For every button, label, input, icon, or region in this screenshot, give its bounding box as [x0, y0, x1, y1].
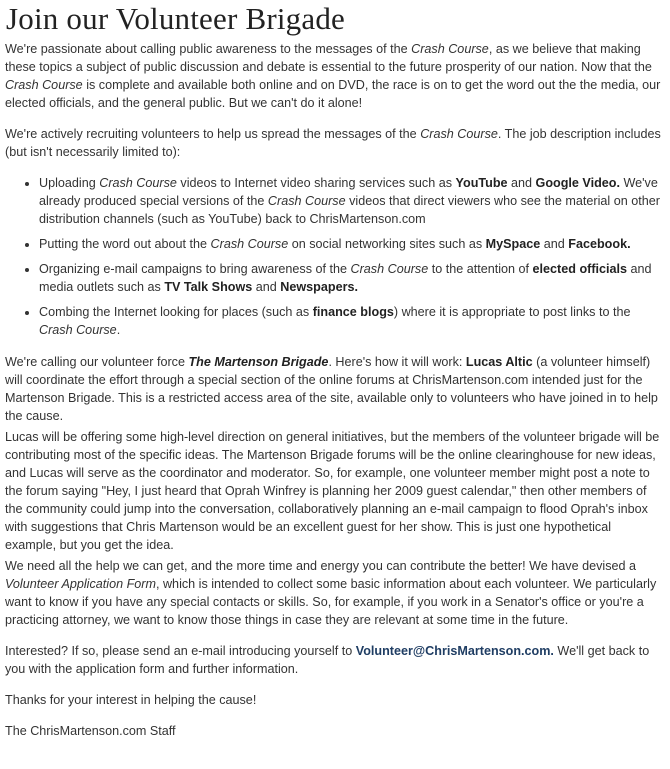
text: Putting the word out about the	[39, 237, 211, 251]
emphasis: Crash Course	[210, 237, 289, 251]
interested-paragraph	[5, 642, 664, 678]
bold-text: TV Talk Shows	[164, 280, 253, 294]
text: and	[540, 237, 569, 251]
intro-paragraph	[5, 40, 664, 112]
text: ) where it is appropriate to post links to the	[393, 305, 631, 319]
bold-text: Newspapers.	[280, 280, 358, 294]
bold-text: YouTube	[455, 176, 508, 190]
emphasis: Crash Course	[420, 127, 498, 141]
emphasis: Crash Course	[267, 194, 346, 208]
text: Interested? If so, please send an e-mail introducing yourself to	[5, 644, 356, 658]
text: . The job description includes (but isn't necessarily limited to):	[5, 127, 661, 159]
text: (a volunteer himself) will coordinate the effort through a special section of the online forums at ChrisMartenson.com intended just for the Martenson Brigade. This is a restricted access area of the site, available only to volunteers who have joined in to help the cause.	[5, 355, 658, 423]
text: .	[116, 323, 121, 337]
list-item	[39, 260, 664, 296]
text: Combing the Internet looking for places (such as	[39, 305, 313, 319]
text: is complete and available both online and on DVD, the race is on to get the word out the the media, our elected officials, and the general public. But we can't do it alone!	[5, 78, 661, 110]
emphasis: Crash Course	[5, 78, 83, 92]
volunteer-email-link[interactable]: Volunteer@ChrisMartenson.com.	[355, 644, 554, 658]
job-list	[5, 174, 664, 339]
text: , as we believe that making these topics a subject of public discussion and debate is essential to the future prosperity of our nation. Now that the	[5, 42, 652, 74]
emphasis: Crash Course	[350, 262, 429, 276]
emphasis: Volunteer Application Form	[5, 577, 156, 591]
emphasis: Crash Course	[411, 42, 489, 56]
bold-text: elected officials	[532, 262, 628, 276]
page-title: Join our Volunteer Brigade	[6, 1, 345, 36]
text: and media outlets such as	[39, 262, 652, 294]
text: . Here's how it will work:	[328, 355, 466, 369]
bold-emphasis: The Martenson Brigade	[188, 355, 329, 369]
lucas-paragraph: Lucas will be offering some high-level direction on general initiatives, but the members of the volunteer brigade will be contributing most of the specific ideas. The Martenson Brigade forums will be the online clearinghouse for new ideas, and Lucas will serve as the coordinator and moderator. So, for example, one volunteer member might post a note to the forum saying "Hey, I just heard that Oprah Winfrey is planning her 2009 guest calendar," then other members of the community could jump into the conversation, collaboratively planning an e-mail campaign to flood Oprah's inbox with suggestions that Chris Martenson would be an excellent guest for her show. This is just one hypothetical example, but you get the idea.	[5, 430, 660, 552]
text: , which is intended to collect some basic information about each volunteer. We particularly want to know if you have any special contacts or skills. So, for example, if you work in a Senator's office or you're a practicing attorney, we want to know those things in case they are relevant at some time in the future.	[5, 577, 657, 627]
signoff: The ChrisMartenson.com Staff	[5, 724, 176, 738]
bold-text: Google Video.	[535, 176, 620, 190]
emphasis: Crash Course	[39, 323, 117, 337]
text: Uploading	[39, 176, 100, 190]
help-paragraph	[5, 557, 664, 629]
text: and	[507, 176, 536, 190]
bold-text: Facebook.	[568, 237, 631, 251]
bold-text: MySpace	[485, 237, 541, 251]
recruit-paragraph	[5, 125, 664, 161]
text: videos that direct viewers who see the material on other distribution channels (such as YouTube) back to ChrisMartenson.com	[39, 194, 660, 226]
text: We're actively recruiting volunteers to help us spread the messages of the	[5, 127, 421, 141]
text: We need all the help we can get, and the more time and energy you can contribute the better! We have devised a	[5, 559, 637, 573]
text: and	[252, 280, 281, 294]
text: videos to Internet video sharing services such as	[176, 176, 456, 190]
text: We're calling our volunteer force	[5, 355, 189, 369]
article	[0, 1, 670, 740]
text: We'll get back to you with the application form and further information.	[5, 644, 650, 676]
text: We've already produced special versions of the	[39, 176, 658, 208]
text: Organizing e-mail campaigns to bring awareness of the	[39, 262, 351, 276]
list-item	[39, 235, 664, 253]
list-item	[39, 303, 664, 339]
thanks-paragraph: Thanks for your interest in helping the cause!	[5, 693, 257, 707]
brigade-paragraph	[5, 353, 664, 425]
bold-text: finance blogs	[312, 305, 394, 319]
text: We're passionate about calling public awareness to the messages of the	[5, 42, 412, 56]
emphasis: Crash Course	[99, 176, 177, 190]
text: on social networking sites such as	[288, 237, 486, 251]
list-item	[39, 174, 664, 228]
bold-text: Lucas Altic	[465, 355, 533, 369]
text: to the attention of	[428, 262, 533, 276]
